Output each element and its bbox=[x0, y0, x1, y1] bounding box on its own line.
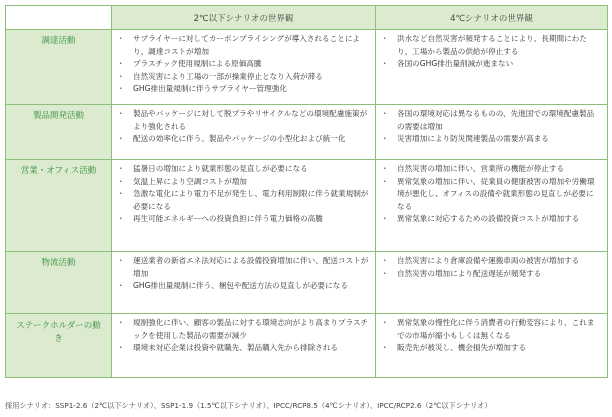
impact-list bbox=[376, 30, 607, 71]
list-item: ・ 販売先が被災し、機会損失が増加する bbox=[380, 342, 601, 355]
table-row bbox=[6, 252, 608, 314]
cell-2c-impacts bbox=[112, 160, 376, 252]
table-row bbox=[6, 30, 608, 105]
list-item: ・ 猛暑日の増加により就業形態の見直しが必要になる bbox=[116, 163, 369, 176]
cell-4c-impacts bbox=[376, 314, 608, 378]
impact-list bbox=[376, 160, 607, 226]
list-item: ・ 自然災害の増加に伴い、営業所の機能が停止する bbox=[380, 163, 601, 176]
cell-2c-impacts bbox=[112, 105, 376, 160]
header-2c-scenario: 2℃以下シナリオの世界観 bbox=[112, 6, 376, 30]
list-item: ・ 自然災害により倉庫設備や運搬車両の被害が増加する bbox=[380, 255, 601, 268]
list-item: ・ GHG排出量規制に伴うサプライヤー管理強化 bbox=[116, 83, 369, 96]
list-item: ・ サプライヤーに対してカーボンプライシングが導入されることにより、調達コストが増加 bbox=[116, 33, 369, 58]
impact-list bbox=[112, 30, 375, 96]
list-item: ・ 各国の環境対応は異なるものの、先進国での環境配慮製品の需要は増加 bbox=[380, 108, 601, 133]
list-item: ・ GHG排出量規制に伴う、梱包や配送方法の見直しが必要になる bbox=[116, 280, 369, 293]
list-item: ・ 再生可能エネルギーへの投資負担に伴う電力価格の高騰 bbox=[116, 213, 369, 226]
impact-list bbox=[112, 252, 375, 293]
impact-list bbox=[376, 252, 607, 280]
cell-4c-impacts bbox=[376, 30, 608, 105]
scenario-table bbox=[5, 5, 608, 378]
list-item: ・ 異常気象に対応するための設備投資コストが増加する bbox=[380, 213, 601, 226]
list-item: ・ 洪水など自然災害が頻発することにより、長期間にわたり、工場から製品の供給が停止する bbox=[380, 33, 601, 58]
list-item: ・ 規制強化に伴い、顧客の製品に対する環境志向がより高まりプラスチックを使用した製品の需要が減少 bbox=[116, 317, 369, 342]
impact-list bbox=[376, 105, 607, 146]
activity-label: ステークホルダーの動き bbox=[6, 314, 112, 378]
activity-label: 営業・オフィス活動 bbox=[6, 160, 112, 252]
activity-label: 製品開発活動 bbox=[6, 105, 112, 160]
list-item: ・ プラスチック使用規制による原価高騰 bbox=[116, 58, 369, 71]
list-item: ・ 環境未対応企業は投資や就職先、製品購入先から排除される bbox=[116, 342, 369, 355]
table-row bbox=[6, 314, 608, 378]
list-item: ・ 自然災害の増加により配送遅延が頻発する bbox=[380, 268, 601, 281]
list-item: ・ 運送業者の新省エネ法対応による設備投資増加に伴い、配送コストが増加 bbox=[116, 255, 369, 280]
scenario-footnote: 採用シナリオ：SSP1-2.6（2℃以下シナリオ）、SSP1-1.9（1.5℃以下シナリオ）、IPCC/RCP8.5（4℃シナリオ）、IPCC/RCP2.6（2℃以下シナリオ） bbox=[5, 401, 492, 410]
list-item: ・ 異常気象の慢性化に伴う消費者の行動変容により、これまでの市場が縮小もしくは無くなる bbox=[380, 317, 601, 342]
list-item: ・ 急激な電化により電力不足が発生し、電力利用制限に伴う就業規制が必要になる bbox=[116, 188, 369, 213]
list-item: ・ 気温上昇により空調コストが増加 bbox=[116, 176, 369, 189]
list-item: ・ 自然災害により工場の一部が操業停止となり入荷が滞る bbox=[116, 71, 369, 84]
list-item: ・ 異常気象の増加に伴い、従業員の健康被害の増加や労働環境が悪化し、オフィスの設備や就業形態の見直しが必要になる bbox=[380, 176, 601, 214]
impact-list bbox=[112, 160, 375, 226]
list-item: ・ 配送の効率化に伴う、製品やパッケージの小型化および統一化 bbox=[116, 133, 369, 146]
table-row bbox=[6, 160, 608, 252]
list-item: ・ 製品やパッケージに対して脱プラやリサイクルなどの環境配慮施策がより強化される bbox=[116, 108, 369, 133]
cell-4c-impacts bbox=[376, 160, 608, 252]
impact-list bbox=[112, 314, 375, 355]
list-item: ・ 各国のGHG排出量削減が進まない bbox=[380, 58, 601, 71]
cell-4c-impacts bbox=[376, 105, 608, 160]
activity-label: 物流活動 bbox=[6, 252, 112, 314]
cell-4c-impacts bbox=[376, 252, 608, 314]
cell-2c-impacts bbox=[112, 314, 376, 378]
list-item: ・ 災害増加により防災関連製品の需要が高まる bbox=[380, 133, 601, 146]
impact-list bbox=[112, 105, 375, 146]
table-row bbox=[6, 105, 608, 160]
impact-list bbox=[376, 314, 607, 355]
table-header-row bbox=[6, 6, 608, 30]
header-blank-cell bbox=[6, 6, 112, 30]
cell-2c-impacts bbox=[112, 252, 376, 314]
header-4c-scenario: 4℃シナリオの世界観 bbox=[376, 6, 608, 30]
cell-2c-impacts bbox=[112, 30, 376, 105]
activity-label: 調達活動 bbox=[6, 30, 112, 105]
